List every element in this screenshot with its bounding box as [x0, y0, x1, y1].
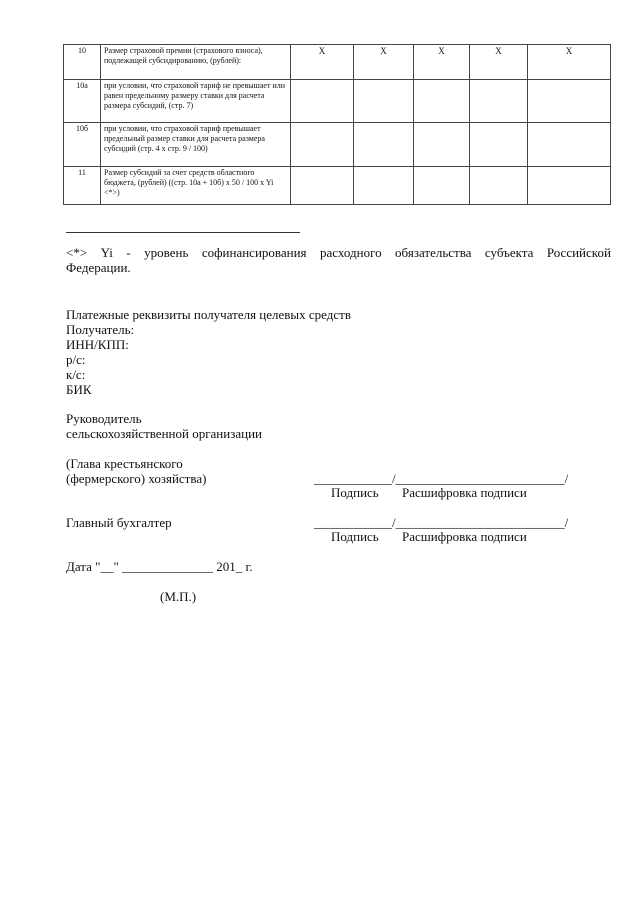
footnote-word: софинансирования: [201, 245, 307, 260]
requisites-title: Платежные реквизиты получателя целевых средств: [66, 307, 351, 322]
settlement-account-label: р/с:: [66, 352, 86, 367]
table-row: [64, 80, 611, 123]
farm-head-line-2: (фермерского) хозяйства): [66, 471, 207, 486]
table-cell: X: [291, 45, 354, 80]
head-title-line-1: Руководитель: [66, 411, 142, 426]
footnote-word: Российской: [546, 245, 611, 260]
table-cell: [528, 123, 611, 167]
table-cell: [414, 123, 470, 167]
subsidy-calculation-table: [63, 44, 611, 205]
table-cell: [291, 123, 354, 167]
footnote-line-2: Федерации.: [66, 260, 131, 275]
footnote: [66, 245, 611, 275]
table-cell: [414, 80, 470, 123]
correspondent-account-label: к/с:: [66, 367, 86, 382]
farm-head-line-1: (Глава крестьянского: [66, 456, 183, 471]
table-cell: X: [528, 45, 611, 80]
row-number: 10б: [64, 123, 101, 167]
signature-decode-caption: Расшифровка подписи: [402, 529, 527, 544]
footnote-word: обязательства: [395, 245, 472, 260]
table-cell: [291, 80, 354, 123]
table-cell: [354, 123, 414, 167]
footnote-word: Yi: [100, 245, 113, 260]
head-title-line-2: сельскохозяйственной организации: [66, 426, 262, 441]
table-cell: [354, 80, 414, 123]
table-cell: [291, 167, 354, 205]
table-row: [64, 45, 611, 80]
table-cell: [528, 167, 611, 205]
signature-caption: Подпись: [331, 529, 379, 544]
table-row: [64, 123, 611, 167]
inn-kpp-label: ИНН/КПП:: [66, 337, 129, 352]
table-cell: [470, 123, 528, 167]
table-cell: [470, 167, 528, 205]
row-number: 10: [64, 45, 101, 80]
table-cell: [470, 80, 528, 123]
bik-label: БИК: [66, 382, 92, 397]
table-cell: [354, 167, 414, 205]
footnote-word: -: [126, 245, 131, 260]
recipient-label: Получатель:: [66, 322, 135, 337]
row-description: при условии, что страховой тариф не превышает или равен предельному размеру ставки для расчета размера субсидий, (стр. 7): [101, 80, 291, 123]
chief-accountant-label: Главный бухгалтер: [66, 515, 172, 530]
date-field: Дата "__" ______________ 201_ г.: [66, 559, 253, 574]
accountant-signature-blank: ____________/__________________________/: [314, 515, 569, 530]
footnote-word: субъекта: [484, 245, 534, 260]
footnote-word: <*>: [66, 245, 88, 260]
row-number: 11: [64, 167, 101, 205]
table-row: [64, 167, 611, 205]
table-cell: X: [414, 45, 470, 80]
table-cell: [414, 167, 470, 205]
signature-decode-caption: Расшифровка подписи: [402, 485, 527, 500]
stamp-place: (М.П.): [160, 589, 197, 604]
footnote-word: расходного: [320, 245, 382, 260]
footnote-line-1: [66, 245, 611, 260]
row-description: Размер субсидий за счет средств областного бюджета, (рублей) ((стр. 10а + 10б) x 50 / 100 x Yi <*>): [101, 167, 291, 205]
row-description: при условии, что страховой тариф превышает предельный размер ставки для расчета размера субсидий (стр. 4 х стр. 9 / 100): [101, 123, 291, 167]
table-cell: X: [354, 45, 414, 80]
footnote-divider: [66, 232, 300, 233]
footnote-word: уровень: [144, 245, 189, 260]
row-description: Размер страховой премии (страхового взноса), подлежащей субсидированию, (рублей):: [101, 45, 291, 80]
signature-caption: Подпись: [331, 485, 379, 500]
row-number: 10а: [64, 80, 101, 123]
table-cell: X: [470, 45, 528, 80]
table-cell: [528, 80, 611, 123]
head-signature-blank: ____________/__________________________/: [314, 471, 569, 486]
